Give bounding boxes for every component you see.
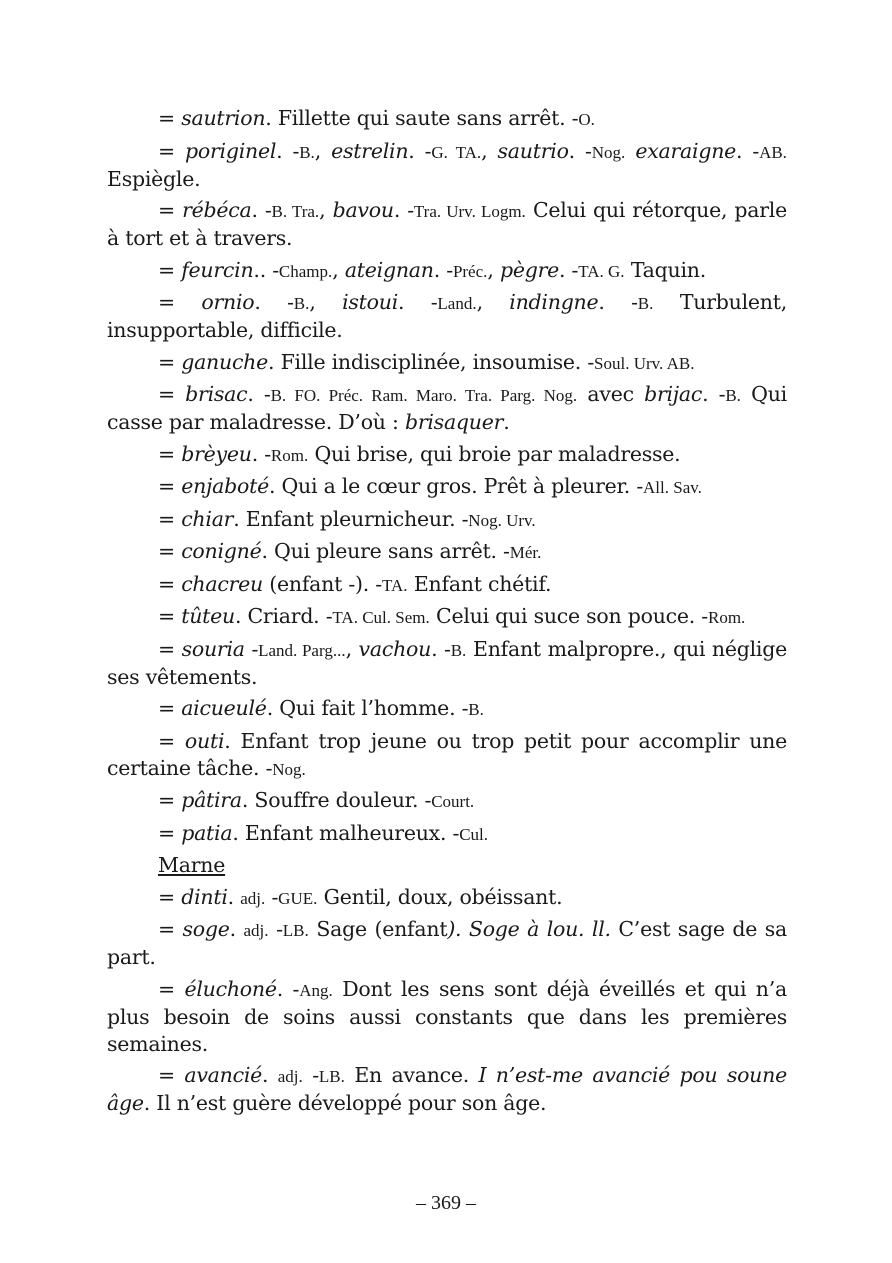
text-run	[625, 139, 635, 163]
text-run: =	[158, 257, 182, 282]
text-run: =	[158, 198, 183, 222]
source-abbrev: AB.	[759, 142, 787, 162]
term: conigné	[181, 539, 262, 563]
text-run: =	[158, 382, 186, 406]
text-run: Enfant malpropre., qui néglige ses vêtements.	[107, 636, 787, 689]
section-heading	[107, 852, 787, 879]
source-abbrev: B.	[293, 294, 310, 313]
text-run: Celui qui suce son pouce. -	[429, 604, 708, 628]
text-run: ,	[476, 290, 510, 314]
term: poriginel	[185, 138, 277, 163]
source-abbrev: B. Tra.	[271, 202, 320, 221]
term: brisaquer	[404, 410, 504, 434]
text-run: . -	[276, 138, 300, 163]
text-run: . -	[251, 441, 271, 466]
term: ). Soge à lou. ll.	[447, 917, 611, 941]
source-abbrev: Champ.	[278, 261, 333, 281]
glossary-entry	[107, 506, 787, 534]
text-run: . -	[559, 257, 579, 282]
term: chacreu	[181, 571, 263, 596]
glossary-entry	[107, 441, 787, 469]
text-run: =	[158, 349, 182, 374]
text-run: . -	[702, 382, 726, 406]
text-run: . -	[393, 198, 414, 222]
term: avancié	[184, 1063, 263, 1087]
source-abbrev: Nog. Urv.	[468, 510, 536, 530]
text-run: =	[158, 506, 182, 531]
glossary-entry	[107, 916, 787, 971]
term: brijac	[644, 382, 703, 406]
text-run: =	[158, 290, 202, 314]
glossary-entry	[107, 538, 787, 566]
text-run: . Qui pleure sans arrêt. -	[261, 539, 510, 563]
term: tûteu	[181, 604, 235, 628]
source-abbrev: B.	[450, 640, 467, 660]
source-abbrev: LB.	[282, 921, 309, 940]
term: brisac	[185, 382, 248, 406]
text-run: avec	[577, 382, 645, 406]
text-run: . Criard. -	[234, 604, 333, 628]
text-run: =	[158, 1063, 185, 1087]
glossary-entry	[107, 787, 787, 815]
source-abbrev: B. FO. Préc. Ram. Maro. Tra. Parg. Nog.	[270, 386, 578, 405]
text-run: =	[158, 106, 182, 130]
term: estrelin	[331, 138, 409, 163]
text-run: . Enfant pleurnicheur. -	[233, 506, 469, 531]
glossary-entry	[107, 349, 787, 377]
text-run: . -	[431, 636, 451, 661]
glossary-entry	[107, 603, 787, 631]
text-run: . Enfant trop jeune ou trop petit pour accomplir une certaine tâche. -	[107, 728, 787, 780]
glossary-entry	[107, 381, 787, 436]
term: feurcin	[181, 257, 254, 282]
text-run: =	[158, 728, 185, 753]
source-abbrev: B.	[299, 142, 315, 162]
source-abbrev: Tra. Urv. Logm.	[413, 202, 526, 221]
glossary-entry	[107, 289, 787, 344]
term: I n’est-me avancié pou soune âge	[107, 1063, 787, 1115]
source-abbrev: Nog.	[591, 142, 626, 162]
source-abbrev: Land. Parg...	[258, 640, 346, 660]
text-run: . Il n’est guère développé pour son âge.	[143, 1091, 547, 1115]
term: brèyeu	[181, 441, 252, 466]
term: chiar	[181, 506, 234, 531]
source-abbrev: GUE.	[278, 888, 318, 908]
text-run: -	[268, 917, 283, 941]
text-run: ,	[314, 138, 332, 163]
glossary-entry	[107, 473, 787, 501]
text-run: -	[302, 1063, 319, 1087]
term: sautrio	[497, 138, 569, 163]
source-abbrev: TA.	[381, 575, 408, 595]
term: pâtira	[181, 788, 242, 812]
text-run: ,	[319, 198, 333, 222]
source-abbrev: B.	[637, 294, 654, 313]
text-run: =	[158, 539, 182, 563]
text-run: . -	[398, 290, 438, 314]
source-abbrev: Ang.	[299, 980, 333, 1000]
text-run: Qui brise, qui broie par maladresse.	[308, 441, 681, 466]
source-abbrev: adj.	[240, 888, 266, 908]
text-run: . -	[247, 382, 271, 406]
page-number: – 369 –	[416, 1192, 476, 1214]
text-run: .	[503, 410, 510, 434]
source-abbrev: O.	[578, 110, 595, 129]
text-run: . Fillette qui saute sans arrêt. -	[265, 106, 579, 130]
text-run: .	[229, 917, 244, 941]
text-run: . -	[433, 257, 453, 282]
term: ornio	[201, 290, 255, 314]
text-run: =	[158, 138, 186, 163]
term: souria	[181, 636, 245, 661]
source-abbrev: adj.	[243, 921, 269, 940]
source-abbrev: B.	[468, 700, 484, 719]
source-abbrev: B.	[725, 386, 741, 405]
glossary-entry	[107, 976, 787, 1058]
text-run: =	[158, 884, 182, 909]
text-run: . -	[598, 290, 638, 314]
source-abbrev: Mér.	[509, 543, 542, 562]
source-abbrev: Court.	[431, 792, 475, 811]
term: dinti	[181, 884, 228, 909]
term: aicueulé	[181, 696, 267, 720]
text-run: En avance.	[344, 1063, 479, 1087]
text-run: ,	[309, 290, 343, 314]
text-run: . Souffre douleur. -	[241, 788, 432, 812]
source-abbrev: LB.	[318, 1067, 345, 1086]
text-run: . -	[254, 290, 294, 314]
term: sautrion	[181, 106, 266, 130]
term: éluchoné	[184, 976, 277, 1001]
text-run: =	[158, 571, 182, 596]
text-run: Espiègle.	[107, 166, 201, 191]
source-abbrev: Rom.	[708, 608, 746, 627]
text-run: =	[158, 441, 182, 466]
glossary-entry	[107, 571, 787, 599]
text-run: . Qui fait l’homme. -	[266, 696, 469, 720]
glossary-entry	[107, 257, 787, 285]
glossary-entry	[107, 636, 787, 691]
term: indingne	[509, 290, 599, 314]
text-run: . -	[568, 138, 592, 163]
text-run: ,	[481, 138, 498, 163]
source-abbrev: Land.	[437, 294, 477, 313]
source-abbrev: TA. G.	[578, 261, 625, 281]
text-run: -	[265, 884, 279, 909]
term: rébéca	[182, 198, 252, 222]
text-run: -	[244, 636, 259, 661]
text-run: ,	[487, 257, 500, 282]
text-run: . Qui a le cœur gros. Prêt à pleurer. -	[268, 474, 644, 498]
glossary-entry	[107, 884, 787, 912]
text-run: Enfant chétif.	[407, 571, 552, 596]
term: patia	[181, 820, 233, 845]
text-run: Dont les sens sont déjà éveillés et qui n’a plus besoin de soins aussi constants que dans les premières semaines.	[107, 976, 787, 1056]
source-abbrev: Soul. Urv. AB.	[594, 353, 695, 373]
text-run: (enfant -). -	[262, 571, 382, 596]
source-abbrev: Nog.	[272, 759, 306, 779]
glossary-entry	[107, 1062, 787, 1117]
text-run: .	[262, 1063, 278, 1087]
text-run: =	[158, 917, 183, 941]
text-run: ,	[332, 257, 345, 282]
text-run: . -	[408, 138, 432, 163]
term: exaraigne	[635, 138, 737, 163]
source-abbrev: Rom.	[270, 445, 309, 465]
term: pègre	[499, 257, 560, 282]
source-abbrev: All. Sav.	[643, 478, 702, 497]
term: outi	[184, 728, 225, 753]
text-run: . Enfant malheureux. -	[232, 820, 460, 845]
term: vachou	[358, 636, 432, 661]
glossary-entry	[107, 820, 787, 848]
source-abbrev: TA. Cul. Sem.	[332, 608, 430, 627]
glossary-entry	[107, 695, 787, 723]
text-run: =	[158, 604, 182, 628]
source-abbrev: adj.	[277, 1067, 303, 1086]
text-run: .	[227, 884, 241, 909]
glossary-entry	[107, 105, 787, 133]
text-run: =	[158, 788, 182, 812]
text-run: =	[158, 976, 185, 1001]
source-abbrev: Cul.	[459, 824, 489, 844]
term: enjaboté	[181, 474, 269, 498]
term: soge	[182, 917, 230, 941]
glossary-text	[107, 105, 787, 1122]
text-run: .. -	[253, 257, 279, 282]
text-run: ,	[345, 636, 359, 661]
text-run: Sage (enfant	[308, 917, 448, 941]
term: ateignan	[344, 257, 434, 282]
heading-text: Marne	[158, 853, 226, 877]
source-abbrev: G. TA.	[431, 142, 482, 162]
text-run: Celui qui rétorque, parle à tort et à travers.	[107, 198, 787, 250]
source-abbrev: Préc.	[452, 261, 488, 281]
text-run: =	[158, 820, 182, 845]
text-run: Gentil, doux, obéissant.	[317, 884, 563, 909]
text-run: =	[158, 474, 182, 498]
glossary-entry	[107, 138, 787, 193]
text-run: . -	[276, 976, 300, 1001]
text-run: Taquin.	[624, 257, 706, 282]
term: ganuche	[181, 349, 269, 374]
text-run: Turbulent, insupportable, difficile.	[107, 290, 787, 342]
text-run: =	[158, 636, 182, 661]
text-run: . -	[251, 198, 272, 222]
text-run: . Fille indisciplinée, insoumise. -	[268, 349, 595, 374]
text-run: . -	[736, 138, 760, 163]
glossary-entry	[107, 197, 787, 252]
text-run: C’est sage de sa part.	[107, 917, 787, 969]
text-run: =	[158, 696, 182, 720]
glossary-entry	[107, 728, 787, 783]
term: bavou	[332, 198, 394, 222]
term: istoui	[342, 290, 398, 314]
text-run: Qui casse par maladresse. D’où :	[107, 382, 787, 434]
